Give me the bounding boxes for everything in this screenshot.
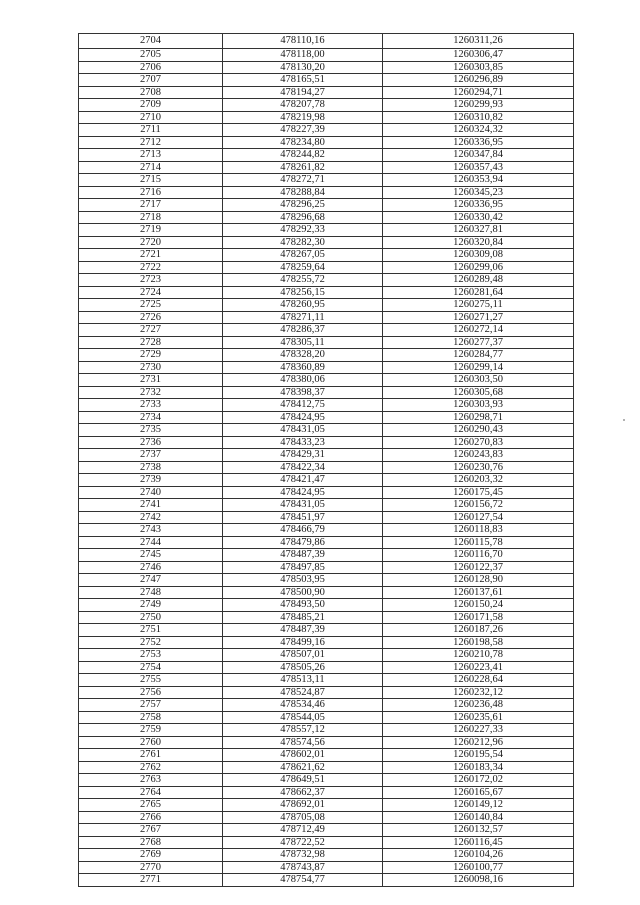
x-coordinate-cell: 478219,98 — [223, 111, 383, 124]
point-number-cell: 2734 — [79, 411, 223, 424]
table-row — [79, 149, 574, 162]
point-number-cell: 2726 — [79, 311, 223, 324]
point-number-cell: 2743 — [79, 524, 223, 537]
point-number-cell: 2722 — [79, 261, 223, 274]
y-coordinate-cell: 1260353,94 — [383, 174, 574, 187]
point-number-cell: 2744 — [79, 536, 223, 549]
point-number-cell: 2711 — [79, 124, 223, 137]
point-number-cell: 2758 — [79, 711, 223, 724]
table-row — [79, 874, 574, 887]
point-number-cell: 2769 — [79, 849, 223, 862]
x-coordinate-cell: 478328,20 — [223, 349, 383, 362]
table-row — [79, 711, 574, 724]
x-coordinate-cell: 478244,82 — [223, 149, 383, 162]
y-coordinate-cell: 1260098,16 — [383, 874, 574, 887]
y-coordinate-cell: 1260212,96 — [383, 736, 574, 749]
table-row — [79, 399, 574, 412]
x-coordinate-cell: 478261,82 — [223, 161, 383, 174]
point-number-cell: 2737 — [79, 449, 223, 462]
x-coordinate-cell: 478649,51 — [223, 774, 383, 787]
point-number-cell: 2746 — [79, 561, 223, 574]
x-coordinate-cell: 478110,16 — [223, 34, 383, 49]
table-row — [79, 374, 574, 387]
point-number-cell: 2752 — [79, 636, 223, 649]
table-row — [79, 211, 574, 224]
table-row — [79, 311, 574, 324]
point-number-cell: 2710 — [79, 111, 223, 124]
x-coordinate-cell: 478557,12 — [223, 724, 383, 737]
y-coordinate-cell: 1260345,23 — [383, 186, 574, 199]
x-coordinate-cell: 478602,01 — [223, 749, 383, 762]
table-row — [79, 861, 574, 874]
table-row — [79, 111, 574, 124]
x-coordinate-cell: 478424,95 — [223, 411, 383, 424]
x-coordinate-cell: 478544,05 — [223, 711, 383, 724]
x-coordinate-cell: 478272,71 — [223, 174, 383, 187]
y-coordinate-cell: 1260149,12 — [383, 799, 574, 812]
table-row — [79, 674, 574, 687]
point-number-cell: 2761 — [79, 749, 223, 762]
point-number-cell: 2729 — [79, 349, 223, 362]
point-number-cell: 2738 — [79, 461, 223, 474]
x-coordinate-cell: 478500,90 — [223, 586, 383, 599]
x-coordinate-cell: 478259,64 — [223, 261, 383, 274]
x-coordinate-cell: 478424,95 — [223, 486, 383, 499]
y-coordinate-cell: 1260203,32 — [383, 474, 574, 487]
y-coordinate-cell: 1260310,82 — [383, 111, 574, 124]
y-coordinate-cell: 1260336,95 — [383, 136, 574, 149]
point-number-cell: 2719 — [79, 224, 223, 237]
table-row — [79, 636, 574, 649]
point-number-cell: 2709 — [79, 99, 223, 112]
y-coordinate-cell: 1260230,76 — [383, 461, 574, 474]
point-number-cell: 2724 — [79, 286, 223, 299]
x-coordinate-cell: 478503,95 — [223, 574, 383, 587]
y-coordinate-cell: 1260171,58 — [383, 611, 574, 624]
y-coordinate-cell: 1260227,33 — [383, 724, 574, 737]
point-number-cell: 2718 — [79, 211, 223, 224]
y-coordinate-cell: 1260271,27 — [383, 311, 574, 324]
y-coordinate-cell: 1260232,12 — [383, 686, 574, 699]
table-row — [79, 561, 574, 574]
y-coordinate-cell: 1260336,95 — [383, 199, 574, 212]
y-coordinate-cell: 1260303,50 — [383, 374, 574, 387]
y-coordinate-cell: 1260228,64 — [383, 674, 574, 687]
y-coordinate-cell: 1260115,78 — [383, 536, 574, 549]
x-coordinate-cell: 478227,39 — [223, 124, 383, 137]
x-coordinate-cell: 478305,11 — [223, 336, 383, 349]
point-number-cell: 2753 — [79, 649, 223, 662]
point-number-cell: 2706 — [79, 61, 223, 74]
y-coordinate-cell: 1260357,43 — [383, 161, 574, 174]
table-row — [79, 649, 574, 662]
y-coordinate-cell: 1260210,78 — [383, 649, 574, 662]
table-row — [79, 324, 574, 337]
coordinates-table — [78, 33, 574, 887]
point-number-cell: 2756 — [79, 686, 223, 699]
y-coordinate-cell: 1260320,84 — [383, 236, 574, 249]
x-coordinate-cell: 478507,01 — [223, 649, 383, 662]
point-number-cell: 2720 — [79, 236, 223, 249]
y-coordinate-cell: 1260137,61 — [383, 586, 574, 599]
point-number-cell: 2727 — [79, 324, 223, 337]
table-row — [79, 74, 574, 87]
table-row — [79, 599, 574, 612]
table-row — [79, 411, 574, 424]
point-number-cell: 2736 — [79, 436, 223, 449]
x-coordinate-cell: 478499,16 — [223, 636, 383, 649]
point-number-cell: 2766 — [79, 811, 223, 824]
point-number-cell: 2712 — [79, 136, 223, 149]
table-row — [79, 499, 574, 512]
x-coordinate-cell: 478286,37 — [223, 324, 383, 337]
x-coordinate-cell: 478165,51 — [223, 74, 383, 87]
point-number-cell: 2725 — [79, 299, 223, 312]
x-coordinate-cell: 478234,80 — [223, 136, 383, 149]
x-coordinate-cell: 478497,85 — [223, 561, 383, 574]
coordinates-table-body — [79, 34, 574, 887]
table-row — [79, 449, 574, 462]
table-row — [79, 786, 574, 799]
x-coordinate-cell: 478705,08 — [223, 811, 383, 824]
x-coordinate-cell: 478743,87 — [223, 861, 383, 874]
table-row — [79, 361, 574, 374]
y-coordinate-cell: 1260195,54 — [383, 749, 574, 762]
y-coordinate-cell: 1260311,26 — [383, 34, 574, 49]
table-row — [79, 736, 574, 749]
y-coordinate-cell: 1260303,85 — [383, 61, 574, 74]
y-coordinate-cell: 1260198,58 — [383, 636, 574, 649]
x-coordinate-cell: 478487,39 — [223, 624, 383, 637]
point-number-cell: 2757 — [79, 699, 223, 712]
table-row — [79, 86, 574, 99]
x-coordinate-cell: 478534,46 — [223, 699, 383, 712]
table-row — [79, 574, 574, 587]
table-row — [79, 549, 574, 562]
y-coordinate-cell: 1260303,93 — [383, 399, 574, 412]
point-number-cell: 2733 — [79, 399, 223, 412]
table-row — [79, 661, 574, 674]
x-coordinate-cell: 478207,78 — [223, 99, 383, 112]
table-row — [79, 161, 574, 174]
y-coordinate-cell: 1260294,71 — [383, 86, 574, 99]
y-coordinate-cell: 1260272,14 — [383, 324, 574, 337]
y-coordinate-cell: 1260118,83 — [383, 524, 574, 537]
table-row — [79, 34, 574, 49]
point-number-cell: 2763 — [79, 774, 223, 787]
y-coordinate-cell: 1260236,48 — [383, 699, 574, 712]
y-coordinate-cell: 1260175,45 — [383, 486, 574, 499]
point-number-cell: 2708 — [79, 86, 223, 99]
y-coordinate-cell: 1260172,02 — [383, 774, 574, 787]
point-number-cell: 2768 — [79, 836, 223, 849]
y-coordinate-cell: 1260165,67 — [383, 786, 574, 799]
point-number-cell: 2740 — [79, 486, 223, 499]
y-coordinate-cell: 1260327,81 — [383, 224, 574, 237]
table-row — [79, 486, 574, 499]
table-row — [79, 611, 574, 624]
table-row — [79, 174, 574, 187]
x-coordinate-cell: 478296,68 — [223, 211, 383, 224]
y-coordinate-cell: 1260347,84 — [383, 149, 574, 162]
table-row — [79, 61, 574, 74]
y-coordinate-cell: 1260298,71 — [383, 411, 574, 424]
y-coordinate-cell: 1260243,83 — [383, 449, 574, 462]
point-number-cell: 2739 — [79, 474, 223, 487]
point-number-cell: 2755 — [79, 674, 223, 687]
y-coordinate-cell: 1260187,26 — [383, 624, 574, 637]
x-coordinate-cell: 478754,77 — [223, 874, 383, 887]
point-number-cell: 2767 — [79, 824, 223, 837]
table-row — [79, 436, 574, 449]
point-number-cell: 2742 — [79, 511, 223, 524]
table-row — [79, 774, 574, 787]
point-number-cell: 2754 — [79, 661, 223, 674]
point-number-cell: 2745 — [79, 549, 223, 562]
x-coordinate-cell: 478255,72 — [223, 274, 383, 287]
table-row — [79, 799, 574, 812]
point-number-cell: 2723 — [79, 274, 223, 287]
y-coordinate-cell: 1260127,54 — [383, 511, 574, 524]
y-coordinate-cell: 1260122,37 — [383, 561, 574, 574]
table-row — [79, 849, 574, 862]
x-coordinate-cell: 478398,37 — [223, 386, 383, 399]
point-number-cell: 2751 — [79, 624, 223, 637]
x-coordinate-cell: 478487,39 — [223, 549, 383, 562]
x-coordinate-cell: 478292,33 — [223, 224, 383, 237]
point-number-cell: 2735 — [79, 424, 223, 437]
x-coordinate-cell: 478466,79 — [223, 524, 383, 537]
table-row — [79, 386, 574, 399]
table-row — [79, 99, 574, 112]
table-row — [79, 524, 574, 537]
table-row — [79, 699, 574, 712]
point-number-cell: 2749 — [79, 599, 223, 612]
table-row — [79, 749, 574, 762]
point-number-cell: 2730 — [79, 361, 223, 374]
point-number-cell: 2764 — [79, 786, 223, 799]
point-number-cell: 2748 — [79, 586, 223, 599]
x-coordinate-cell: 478267,05 — [223, 249, 383, 262]
table-row — [79, 349, 574, 362]
table-row — [79, 424, 574, 437]
table-row — [79, 336, 574, 349]
y-coordinate-cell: 1260281,64 — [383, 286, 574, 299]
x-coordinate-cell: 478296,25 — [223, 199, 383, 212]
table-row — [79, 236, 574, 249]
x-coordinate-cell: 478524,87 — [223, 686, 383, 699]
x-coordinate-cell: 478360,89 — [223, 361, 383, 374]
y-coordinate-cell: 1260289,48 — [383, 274, 574, 287]
table-row — [79, 824, 574, 837]
table-row — [79, 249, 574, 262]
x-coordinate-cell: 478662,37 — [223, 786, 383, 799]
x-coordinate-cell: 478194,27 — [223, 86, 383, 99]
x-coordinate-cell: 478412,75 — [223, 399, 383, 412]
point-number-cell: 2741 — [79, 499, 223, 512]
table-row — [79, 124, 574, 137]
y-coordinate-cell: 1260277,37 — [383, 336, 574, 349]
x-coordinate-cell: 478282,30 — [223, 236, 383, 249]
table-row — [79, 511, 574, 524]
y-coordinate-cell: 1260235,61 — [383, 711, 574, 724]
table-row — [79, 836, 574, 849]
x-coordinate-cell: 478431,05 — [223, 499, 383, 512]
table-row — [79, 536, 574, 549]
y-coordinate-cell: 1260324,32 — [383, 124, 574, 137]
x-coordinate-cell: 478433,23 — [223, 436, 383, 449]
x-coordinate-cell: 478479,86 — [223, 536, 383, 549]
y-coordinate-cell: 1260270,83 — [383, 436, 574, 449]
point-number-cell: 2759 — [79, 724, 223, 737]
y-coordinate-cell: 1260183,34 — [383, 761, 574, 774]
x-coordinate-cell: 478493,50 — [223, 599, 383, 612]
y-coordinate-cell: 1260223,41 — [383, 661, 574, 674]
y-coordinate-cell: 1260284,77 — [383, 349, 574, 362]
y-coordinate-cell: 1260150,24 — [383, 599, 574, 612]
table-row — [79, 474, 574, 487]
y-coordinate-cell: 1260104,26 — [383, 849, 574, 862]
point-number-cell: 2762 — [79, 761, 223, 774]
table-row — [79, 286, 574, 299]
point-number-cell: 2717 — [79, 199, 223, 212]
y-coordinate-cell: 1260330,42 — [383, 211, 574, 224]
x-coordinate-cell: 478722,52 — [223, 836, 383, 849]
x-coordinate-cell: 478732,98 — [223, 849, 383, 862]
y-coordinate-cell: 1260275,11 — [383, 299, 574, 312]
y-coordinate-cell: 1260290,43 — [383, 424, 574, 437]
table-row — [79, 811, 574, 824]
y-coordinate-cell: 1260132,57 — [383, 824, 574, 837]
table-row — [79, 686, 574, 699]
point-number-cell: 2760 — [79, 736, 223, 749]
y-coordinate-cell: 1260140,84 — [383, 811, 574, 824]
x-coordinate-cell: 478712,49 — [223, 824, 383, 837]
point-number-cell: 2704 — [79, 34, 223, 49]
y-coordinate-cell: 1260116,45 — [383, 836, 574, 849]
x-coordinate-cell: 478513,11 — [223, 674, 383, 687]
point-number-cell: 2705 — [79, 49, 223, 62]
x-coordinate-cell: 478288,84 — [223, 186, 383, 199]
point-number-cell: 2728 — [79, 336, 223, 349]
x-coordinate-cell: 478431,05 — [223, 424, 383, 437]
x-coordinate-cell: 478574,56 — [223, 736, 383, 749]
point-number-cell: 2747 — [79, 574, 223, 587]
table-row — [79, 461, 574, 474]
x-coordinate-cell: 478485,21 — [223, 611, 383, 624]
y-coordinate-cell: 1260299,06 — [383, 261, 574, 274]
point-number-cell: 2716 — [79, 186, 223, 199]
y-coordinate-cell: 1260128,90 — [383, 574, 574, 587]
scan-speck — [623, 419, 625, 421]
x-coordinate-cell: 478380,06 — [223, 374, 383, 387]
y-coordinate-cell: 1260296,89 — [383, 74, 574, 87]
table-row — [79, 224, 574, 237]
x-coordinate-cell: 478260,95 — [223, 299, 383, 312]
y-coordinate-cell: 1260156,72 — [383, 499, 574, 512]
y-coordinate-cell: 1260299,93 — [383, 99, 574, 112]
table-row — [79, 299, 574, 312]
y-coordinate-cell: 1260100,77 — [383, 861, 574, 874]
point-number-cell: 2731 — [79, 374, 223, 387]
point-number-cell: 2771 — [79, 874, 223, 887]
table-row — [79, 136, 574, 149]
table-row — [79, 724, 574, 737]
x-coordinate-cell: 478621,62 — [223, 761, 383, 774]
x-coordinate-cell: 478118,00 — [223, 49, 383, 62]
x-coordinate-cell: 478422,34 — [223, 461, 383, 474]
x-coordinate-cell: 478505,26 — [223, 661, 383, 674]
point-number-cell: 2707 — [79, 74, 223, 87]
point-number-cell: 2770 — [79, 861, 223, 874]
table-row — [79, 261, 574, 274]
point-number-cell: 2721 — [79, 249, 223, 262]
point-number-cell: 2765 — [79, 799, 223, 812]
point-number-cell: 2714 — [79, 161, 223, 174]
x-coordinate-cell: 478692,01 — [223, 799, 383, 812]
point-number-cell: 2750 — [79, 611, 223, 624]
x-coordinate-cell: 478429,31 — [223, 449, 383, 462]
y-coordinate-cell: 1260306,47 — [383, 49, 574, 62]
x-coordinate-cell: 478256,15 — [223, 286, 383, 299]
table-row — [79, 186, 574, 199]
table-row — [79, 586, 574, 599]
point-number-cell: 2715 — [79, 174, 223, 187]
x-coordinate-cell: 478421,47 — [223, 474, 383, 487]
x-coordinate-cell: 478130,20 — [223, 61, 383, 74]
table-row — [79, 49, 574, 62]
table-row — [79, 761, 574, 774]
y-coordinate-cell: 1260305,68 — [383, 386, 574, 399]
y-coordinate-cell: 1260309,08 — [383, 249, 574, 262]
table-row — [79, 624, 574, 637]
table-row — [79, 274, 574, 287]
y-coordinate-cell: 1260299,14 — [383, 361, 574, 374]
point-number-cell: 2713 — [79, 149, 223, 162]
table-row — [79, 199, 574, 212]
x-coordinate-cell: 478451,97 — [223, 511, 383, 524]
point-number-cell: 2732 — [79, 386, 223, 399]
x-coordinate-cell: 478271,11 — [223, 311, 383, 324]
y-coordinate-cell: 1260116,70 — [383, 549, 574, 562]
